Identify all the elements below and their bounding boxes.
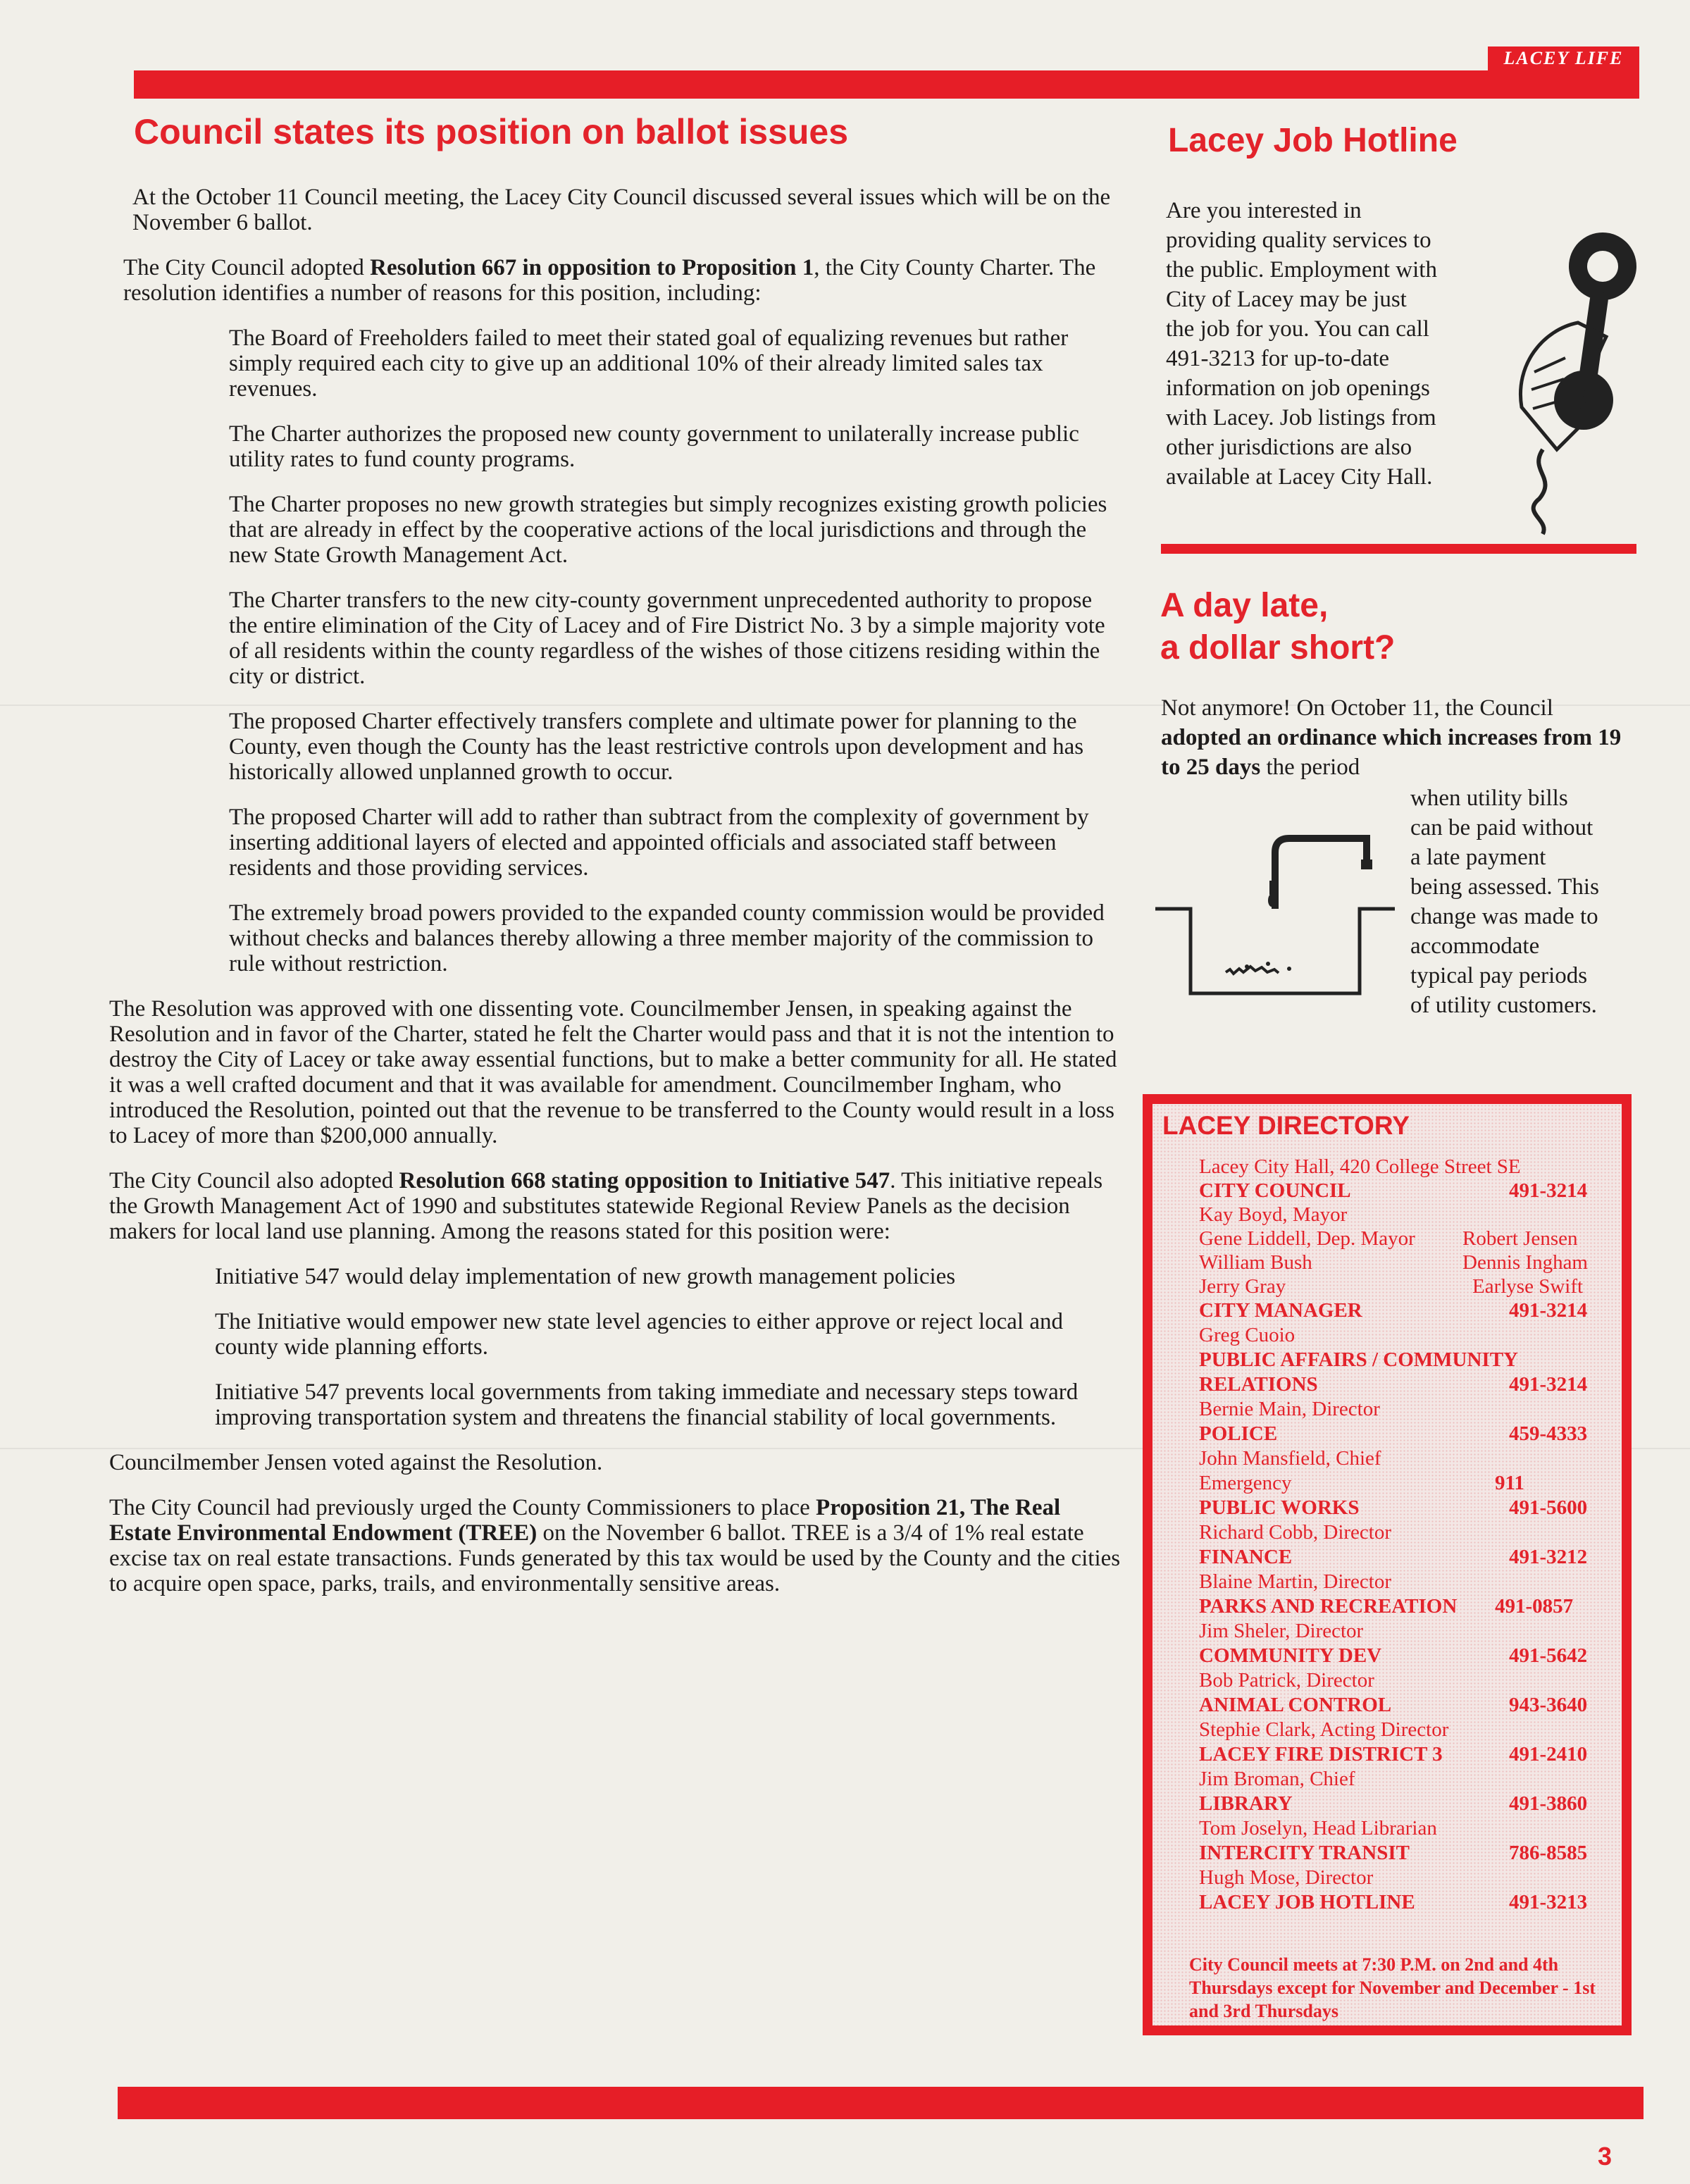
directory-person: Blaine Martin, Director: [1199, 1570, 1391, 1593]
directory-heading: PUBLIC AFFAIRS / COMMUNITY: [1199, 1348, 1518, 1371]
directory-heading: RELATIONS: [1199, 1373, 1318, 1396]
directory-person: Dennis Ingham: [1462, 1251, 1588, 1274]
directory-heading: CITY MANAGER: [1199, 1299, 1362, 1322]
tree-paragraph: The City Council had previously urged the County Commissioners to place Proposition 21, The Real Estate Environmental Endowment (TREE) on the November 6 ballot. TREE is a 3/4 of 1% real estate excise tax on real estate transactions. Funds generated by this tax would be used by the County and the cities to acquire open space, parks, trails, and environmentally sensitive areas.: [109, 1495, 1121, 1596]
directory-person: Tom Joselyn, Head Librarian: [1199, 1817, 1437, 1839]
directory-person: Hugh Mose, Director: [1199, 1866, 1374, 1889]
directory-phone: 491-3214: [1509, 1299, 1588, 1322]
directory-phone: 459-4333: [1509, 1422, 1588, 1445]
jensen-vote-paragraph: Councilmember Jensen voted against the Resolution.: [109, 1450, 603, 1475]
directory-person: Stephie Clark, Acting Director: [1199, 1718, 1449, 1741]
reason-item: The extremely broad powers provided to the expanded county commission would be provided without checks and balances thereby allowing a three member majority of the commission to rule without restriction.: [229, 900, 1105, 976]
directory-heading: INTERCITY TRANSIT: [1199, 1842, 1410, 1864]
directory-phone: 943-3640: [1509, 1694, 1588, 1716]
directory-phone: 491-5600: [1509, 1496, 1588, 1519]
directory-person: Jim Broman, Chief: [1199, 1768, 1355, 1790]
page-number: 3: [1598, 2142, 1613, 2171]
resolution-668-paragraph: The City Council also adopted Resolution 668 stating opposition to Initiative 547. This initiative repeals the Growth Management Act of 1990 and substitutes statewide Regional Review Panels as the decision makers for local land use planning. Among the reasons stated for this position were:: [109, 1168, 1103, 1244]
late-payment-title: A day late, a dollar short?: [1160, 587, 1396, 666]
directory-phone: 491-5642: [1509, 1644, 1588, 1667]
directory-person: William Bush: [1199, 1251, 1312, 1274]
reason2-item: Initiative 547 prevents local governments from taking immediate and necessary steps toward improving transportation system and threatens the financial stability of local governments.: [215, 1379, 1079, 1430]
directory-heading: FINANCE: [1199, 1546, 1293, 1568]
reason-item: The Charter authorizes the proposed new county government to unilaterally increase public utility rates to fund county programs.: [229, 421, 1079, 472]
directory-person: Robert Jensen: [1462, 1227, 1578, 1250]
directory-person: Jerry Gray: [1199, 1275, 1286, 1298]
directory-heading: LIBRARY: [1199, 1792, 1293, 1815]
resolution-667-paragraph: The City Council adopted Resolution 667 in opposition to Proposition 1, the City County Charter. The resolution identifies a number of reasons for this position, including:: [123, 255, 1096, 306]
sidebar-divider: [1161, 544, 1636, 554]
directory-phone: 491-3214: [1509, 1373, 1588, 1396]
top-red-rule: [134, 70, 1639, 99]
directory-phone: 491-3860: [1509, 1792, 1588, 1815]
directory-heading: POLICE: [1199, 1422, 1278, 1445]
reason-item: The Board of Freeholders failed to meet their stated goal of equalizing revenues but rather simply required each city to give up an additional 10% of their already limited sales tax revenues.: [229, 325, 1069, 402]
masthead-logo: LACEY LIFE: [1488, 46, 1639, 70]
late-payment-text: when utility bills can be paid without a late payment being assessed. This change was made to accommodate typical pay periods of utility customers.: [1410, 786, 1599, 1018]
directory-heading: COMMUNITY DEV: [1199, 1644, 1382, 1667]
reason-item: The proposed Charter will add to rather than subtract from the complexity of government by inserting additional layers of elected and appointed officials and associated staff between residents and those providing services.: [229, 805, 1089, 881]
directory-person: Earlyse Swift: [1472, 1275, 1584, 1298]
directory-person: Gene Liddell, Dep. Mayor: [1199, 1227, 1415, 1250]
directory-person: Kay Boyd, Mayor: [1199, 1203, 1348, 1226]
directory-phone: 911: [1495, 1472, 1524, 1494]
directory-person: Jim Sheler, Director: [1199, 1620, 1364, 1642]
directory-heading: Emergency: [1199, 1472, 1292, 1494]
directory-heading: PUBLIC WORKS: [1199, 1496, 1360, 1519]
directory-address: Lacey City Hall, 420 College Street SE: [1199, 1155, 1521, 1178]
article-body: [109, 185, 1124, 1616]
directory-person: Bernie Main, Director: [1199, 1398, 1380, 1420]
directory-phone: 786-8585: [1509, 1842, 1588, 1864]
directory-phone: 491-2410: [1509, 1743, 1588, 1766]
directory-person: Greg Cuoio: [1199, 1324, 1296, 1346]
late-payment-lead: Not anymore! On October 11, the Council adopted an ordinance which increases from 19 to 25 days the period: [1161, 695, 1622, 780]
job-hotline-title: Lacey Job Hotline: [1168, 122, 1458, 159]
directory-phone: 491-3214: [1509, 1179, 1588, 1202]
directory-heading: CITY COUNCIL: [1199, 1179, 1351, 1202]
directory-phone: 491-3213: [1509, 1891, 1588, 1913]
directory-heading: LACEY JOB HOTLINE: [1199, 1891, 1415, 1913]
telephone-hand-icon: [1501, 224, 1648, 541]
bottom-red-rule: [118, 2087, 1644, 2119]
reason2-item: The Initiative would empower new state level agencies to either approve or reject local and county wide planning efforts.: [215, 1309, 1064, 1360]
directory-heading: LACEY FIRE DISTRICT 3: [1199, 1743, 1443, 1766]
council-meeting-note: City Council meets at 7:30 P.M. on 2nd and 4th Thursdays except for November and December - 1st and 3rd Thursdays: [1189, 1954, 1596, 2021]
lacey-directory-box: [1143, 1094, 1632, 2035]
directory-phone: 491-3212: [1509, 1546, 1588, 1568]
approval-paragraph: The Resolution was approved with one dissenting vote. Councilmember Jensen, in speaking against the Resolution and in favor of the Charter, stated he felt the Charter would pass and that it is not the intention to destroy the City of Lacey or take away essential functions, but to make a better community for all. He stated it was a well crafted document and that it was available for amendment. Councilmember Ingham, who introduced the Resolution, pointed out that the revenue to be transferred to the County would result in a loss to Lacey of more than $200,000 annually.: [109, 996, 1117, 1148]
article-headline: Council states its position on ballot issues: [134, 112, 849, 151]
reason-item: The proposed Charter effectively transfers complete and ultimate power for planning to the County, even though the County has the least restrictive controls upon development and has historically allowed unplanned growth to occur.: [229, 709, 1084, 785]
directory-heading: PARKS AND RECREATION: [1199, 1595, 1458, 1618]
reason2-item: Initiative 547 would delay implementation of new growth management policies: [215, 1264, 956, 1289]
directory-person: John Mansfield, Chief: [1199, 1447, 1381, 1470]
directory-person: Richard Cobb, Director: [1199, 1521, 1392, 1544]
directory-person: Bob Patrick, Director: [1199, 1669, 1374, 1692]
reason-item: The Charter transfers to the new city-county government unprecedented authority to propose the entire elimination of the City of Lacey and of Fire District No. 3 by a simple majority vote of all residents within the county regardless of the wishes of those citizens residing within the city or district.: [229, 588, 1105, 689]
directory-heading: ANIMAL CONTROL: [1199, 1694, 1392, 1716]
directory-phone: 491-0857: [1495, 1595, 1574, 1618]
intro-paragraph: At the October 11 Council meeting, the Lacey City Council discussed several issues which will be on the November 6 ballot.: [132, 185, 1111, 235]
faucet-sink-icon: [1155, 810, 1398, 1007]
directory-title: LACEY DIRECTORY: [1162, 1111, 1410, 1140]
job-hotline-text: Are you interested in providing quality services to the public. Employment with City of Lacey may be just the job for you. You can call 491-3213 for up-to-date information on job openings with Lacey. Job listings from other jurisdictions are also available at Lacey City Hall.: [1166, 198, 1437, 490]
reason-item: The Charter proposes no new growth strategies but simply recognizes existing growth policies that are already in effect by the cooperative actions of the local jurisdictions and through the new State Growth Management Act.: [229, 492, 1107, 568]
